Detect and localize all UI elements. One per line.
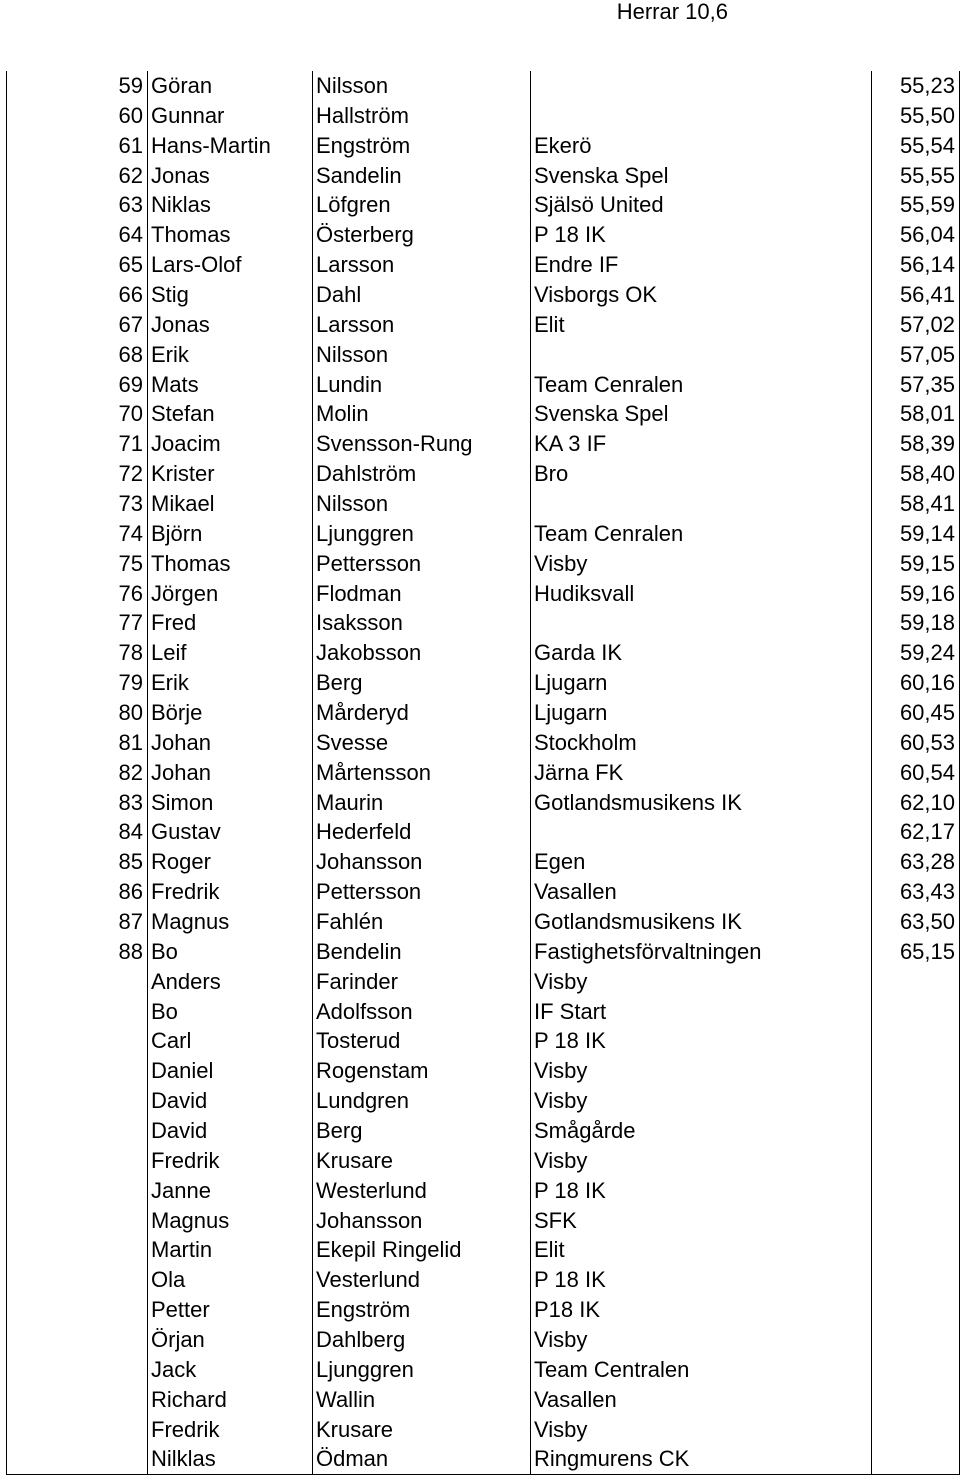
last-name-cell: Lundin [313,370,531,400]
time-cell [872,1415,960,1445]
first-name-cell: Örjan [148,1325,313,1355]
time-cell: 56,04 [872,220,960,250]
last-name-cell: Österberg [313,220,531,250]
time-cell [872,1445,960,1475]
table-row [7,429,960,459]
club-cell: Ekerö [531,131,872,161]
first-name-cell: Magnus [148,1206,313,1236]
table-row [7,1176,960,1206]
first-name-cell: Ola [148,1265,313,1295]
club-cell: Team Cenralen [531,519,872,549]
last-name-cell: Svensson-Rung [313,429,531,459]
first-name-cell: Stefan [148,399,313,429]
club-cell: P18 IK [531,1295,872,1325]
last-name-cell: Flodman [313,579,531,609]
rank-cell: 87 [7,907,148,937]
last-name-cell: Larsson [313,310,531,340]
club-cell: Svenska Spel [531,161,872,191]
last-name-cell: Krusare [313,1415,531,1445]
last-name-cell: Johansson [313,1206,531,1236]
club-cell: P 18 IK [531,1176,872,1206]
club-cell: Fastighetsförvaltningen [531,937,872,967]
first-name-cell: Thomas [148,549,313,579]
table-row [7,220,960,250]
rank-cell [7,1206,148,1236]
time-cell [872,1355,960,1385]
first-name-cell: David [148,1116,313,1146]
club-cell: Visby [531,1415,872,1445]
club-cell: Bro [531,459,872,489]
rank-cell [7,1445,148,1475]
club-cell: Visby [531,549,872,579]
time-cell: 55,59 [872,190,960,220]
last-name-cell: Larsson [313,250,531,280]
rank-cell: 82 [7,758,148,788]
last-name-cell: Wallin [313,1385,531,1415]
first-name-cell: Carl [148,1027,313,1057]
rank-cell [7,1146,148,1176]
table-row [7,71,960,101]
club-cell: Elit [531,310,872,340]
club-cell: Hudiksvall [531,579,872,609]
first-name-cell: Roger [148,847,313,877]
time-cell: 58,40 [872,459,960,489]
last-name-cell: Adolfsson [313,997,531,1027]
club-cell [531,101,872,131]
last-name-cell: Berg [313,1116,531,1146]
time-cell: 63,43 [872,877,960,907]
table-row [7,459,960,489]
club-cell: Vasallen [531,877,872,907]
club-cell: P 18 IK [531,1265,872,1295]
club-cell: IF Start [531,997,872,1027]
rank-cell: 81 [7,728,148,758]
time-cell [872,1056,960,1086]
rank-cell: 83 [7,788,148,818]
page-header [0,0,960,40]
club-cell: Svenska Spel [531,399,872,429]
first-name-cell: Petter [148,1295,313,1325]
time-cell: 58,01 [872,399,960,429]
time-cell [872,1206,960,1236]
first-name-cell: Daniel [148,1056,313,1086]
rank-cell: 73 [7,489,148,519]
time-cell: 60,16 [872,668,960,698]
last-name-cell: Jakobsson [313,638,531,668]
club-cell: Elit [531,1236,872,1266]
club-cell [531,608,872,638]
time-cell: 59,18 [872,608,960,638]
rank-cell: 75 [7,549,148,579]
last-name-cell: Mårtensson [313,758,531,788]
first-name-cell: Richard [148,1385,313,1415]
club-cell: Själsö United [531,190,872,220]
rank-cell: 69 [7,370,148,400]
time-cell: 58,39 [872,429,960,459]
last-name-cell: Dahl [313,280,531,310]
club-cell: Visby [531,1086,872,1116]
table-row [7,1027,960,1057]
rank-cell: 62 [7,161,148,191]
first-name-cell: Jonas [148,310,313,340]
club-cell: Visby [531,1056,872,1086]
rank-cell: 68 [7,340,148,370]
last-name-cell: Pettersson [313,549,531,579]
rank-cell: 61 [7,131,148,161]
table-row [7,190,960,220]
table-row [7,997,960,1027]
time-cell [872,1385,960,1415]
time-cell: 55,23 [872,71,960,101]
time-cell: 65,15 [872,937,960,967]
rank-cell [7,1415,148,1445]
last-name-cell: Farinder [313,967,531,997]
last-name-cell: Mårderyd [313,698,531,728]
last-name-cell: Tosterud [313,1027,531,1057]
first-name-cell: Janne [148,1176,313,1206]
last-name-cell: Lundgren [313,1086,531,1116]
last-name-cell: Engström [313,131,531,161]
time-cell [872,1176,960,1206]
club-cell: Ljugarn [531,698,872,728]
last-name-cell: Löfgren [313,190,531,220]
table-row [7,907,960,937]
last-name-cell: Krusare [313,1146,531,1176]
table-row [7,340,960,370]
table-row [7,1116,960,1146]
time-cell [872,1027,960,1057]
time-cell: 60,45 [872,698,960,728]
table-row [7,280,960,310]
last-name-cell: Vesterlund [313,1265,531,1295]
table-row [7,310,960,340]
first-name-cell: Magnus [148,907,313,937]
club-cell: SFK [531,1206,872,1236]
first-name-cell: Johan [148,728,313,758]
first-name-cell: Gustav [148,817,313,847]
last-name-cell: Sandelin [313,161,531,191]
last-name-cell: Ödman [313,1445,531,1475]
club-cell: P 18 IK [531,220,872,250]
last-name-cell: Hederfeld [313,817,531,847]
club-cell: Järna FK [531,758,872,788]
table-row [7,1236,960,1266]
rank-cell: 76 [7,579,148,609]
club-cell: Visborgs OK [531,280,872,310]
last-name-cell: Johansson [313,847,531,877]
time-cell [872,1295,960,1325]
first-name-cell: Bo [148,997,313,1027]
rank-cell: 78 [7,638,148,668]
table-row [7,1445,960,1475]
club-cell: Team Cenralen [531,370,872,400]
time-cell: 56,41 [872,280,960,310]
table-row [7,101,960,131]
table-row [7,1086,960,1116]
rank-cell: 86 [7,877,148,907]
first-name-cell: Björn [148,519,313,549]
first-name-cell: Jörgen [148,579,313,609]
table-row [7,399,960,429]
table-row [7,1355,960,1385]
rank-cell: 67 [7,310,148,340]
last-name-cell: Pettersson [313,877,531,907]
rank-cell: 77 [7,608,148,638]
club-cell: Endre IF [531,250,872,280]
club-cell [531,817,872,847]
last-name-cell: Isaksson [313,608,531,638]
first-name-cell: Leif [148,638,313,668]
first-name-cell: Fred [148,608,313,638]
table-row [7,937,960,967]
table-row [7,1295,960,1325]
time-cell: 55,54 [872,131,960,161]
last-name-cell: Nilsson [313,340,531,370]
table-row [7,250,960,280]
last-name-cell: Dahlström [313,459,531,489]
last-name-cell: Dahlberg [313,1325,531,1355]
table-row [7,638,960,668]
first-name-cell: Martin [148,1236,313,1266]
first-name-cell: Bo [148,937,313,967]
rank-cell [7,1295,148,1325]
rank-cell: 70 [7,399,148,429]
table-row [7,579,960,609]
page-title: Herrar 10,6 [616,0,728,24]
time-cell: 60,53 [872,728,960,758]
club-cell [531,489,872,519]
club-cell: Visby [531,1325,872,1355]
time-cell: 57,02 [872,310,960,340]
rank-cell: 59 [7,71,148,101]
rank-cell: 66 [7,280,148,310]
rank-cell: 63 [7,190,148,220]
rank-cell: 65 [7,250,148,280]
club-cell: KA 3 IF [531,429,872,459]
last-name-cell: Berg [313,668,531,698]
time-cell: 57,35 [872,370,960,400]
club-cell: Visby [531,1146,872,1176]
time-cell: 57,05 [872,340,960,370]
club-cell: Visby [531,967,872,997]
table-row [7,161,960,191]
first-name-cell: Thomas [148,220,313,250]
club-cell: Ljugarn [531,668,872,698]
time-cell: 59,16 [872,579,960,609]
last-name-cell: Hallström [313,101,531,131]
first-name-cell: Krister [148,459,313,489]
table-row [7,1056,960,1086]
first-name-cell: Mats [148,370,313,400]
rank-cell [7,1355,148,1385]
time-cell [872,1086,960,1116]
club-cell: Vasallen [531,1385,872,1415]
rank-cell [7,1325,148,1355]
last-name-cell: Nilsson [313,71,531,101]
rank-cell: 79 [7,668,148,698]
last-name-cell: Svesse [313,728,531,758]
last-name-cell: Molin [313,399,531,429]
rank-cell [7,967,148,997]
time-cell [872,1146,960,1176]
rank-cell: 64 [7,220,148,250]
time-cell: 62,10 [872,788,960,818]
table-row [7,668,960,698]
last-name-cell: Westerlund [313,1176,531,1206]
rank-cell [7,1086,148,1116]
results-body [7,71,960,1474]
first-name-cell: David [148,1086,313,1116]
last-name-cell: Nilsson [313,489,531,519]
table-row [7,698,960,728]
time-cell: 55,50 [872,101,960,131]
first-name-cell: Erik [148,340,313,370]
first-name-cell: Gunnar [148,101,313,131]
rank-cell [7,1176,148,1206]
table-row [7,1146,960,1176]
rank-cell: 88 [7,937,148,967]
first-name-cell: Erik [148,668,313,698]
time-cell: 60,54 [872,758,960,788]
table-row [7,758,960,788]
rank-cell [7,1056,148,1086]
table-row [7,967,960,997]
first-name-cell: Anders [148,967,313,997]
first-name-cell: Fredrik [148,1146,313,1176]
last-name-cell: Maurin [313,788,531,818]
time-cell [872,1265,960,1295]
club-cell: Smågårde [531,1116,872,1146]
time-cell [872,997,960,1027]
table-row [7,1385,960,1415]
time-cell: 55,55 [872,161,960,191]
last-name-cell: Ljunggren [313,519,531,549]
first-name-cell: Jonas [148,161,313,191]
results-table [6,71,960,1475]
table-row [7,370,960,400]
time-cell [872,1116,960,1146]
table-row [7,817,960,847]
rank-cell [7,997,148,1027]
time-cell: 59,24 [872,638,960,668]
time-cell: 58,41 [872,489,960,519]
last-name-cell: Engström [313,1295,531,1325]
club-cell: Team Centralen [531,1355,872,1385]
table-row [7,847,960,877]
last-name-cell: Rogenstam [313,1056,531,1086]
table-row [7,131,960,161]
rank-cell [7,1027,148,1057]
time-cell [872,1325,960,1355]
table-row [7,1265,960,1295]
rank-cell [7,1236,148,1266]
first-name-cell: Jack [148,1355,313,1385]
time-cell: 56,14 [872,250,960,280]
first-name-cell: Lars-Olof [148,250,313,280]
time-cell [872,1236,960,1266]
first-name-cell: Mikael [148,489,313,519]
table-row [7,877,960,907]
first-name-cell: Niklas [148,190,313,220]
table-row [7,788,960,818]
rank-cell [7,1385,148,1415]
table-row [7,1325,960,1355]
club-cell: Egen [531,847,872,877]
last-name-cell: Ekepil Ringelid [313,1236,531,1266]
club-cell: Ringmurens CK [531,1445,872,1475]
table-row [7,549,960,579]
club-cell: Gotlandsmusikens IK [531,907,872,937]
time-cell [872,967,960,997]
last-name-cell: Ljunggren [313,1355,531,1385]
first-name-cell: Göran [148,71,313,101]
rank-cell: 60 [7,101,148,131]
rank-cell: 85 [7,847,148,877]
rank-cell [7,1265,148,1295]
first-name-cell: Fredrik [148,877,313,907]
rank-cell [7,1116,148,1146]
last-name-cell: Fahlén [313,907,531,937]
table-row [7,489,960,519]
time-cell: 59,15 [872,549,960,579]
rank-cell: 84 [7,817,148,847]
table-row [7,1415,960,1445]
rank-cell: 80 [7,698,148,728]
club-cell [531,71,872,101]
first-name-cell: Simon [148,788,313,818]
table-row [7,728,960,758]
rank-cell: 71 [7,429,148,459]
rank-cell: 74 [7,519,148,549]
club-cell: Garda IK [531,638,872,668]
time-cell: 63,28 [872,847,960,877]
first-name-cell: Joacim [148,429,313,459]
first-name-cell: Stig [148,280,313,310]
club-cell: Stockholm [531,728,872,758]
first-name-cell: Börje [148,698,313,728]
first-name-cell: Fredrik [148,1415,313,1445]
first-name-cell: Johan [148,758,313,788]
time-cell: 63,50 [872,907,960,937]
club-cell: P 18 IK [531,1027,872,1057]
first-name-cell: Hans-Martin [148,131,313,161]
first-name-cell: Nilklas [148,1445,313,1475]
last-name-cell: Bendelin [313,937,531,967]
table-row [7,608,960,638]
rank-cell: 72 [7,459,148,489]
time-cell: 62,17 [872,817,960,847]
table-row [7,1206,960,1236]
time-cell: 59,14 [872,519,960,549]
club-cell: Gotlandsmusikens IK [531,788,872,818]
table-row [7,519,960,549]
club-cell [531,340,872,370]
